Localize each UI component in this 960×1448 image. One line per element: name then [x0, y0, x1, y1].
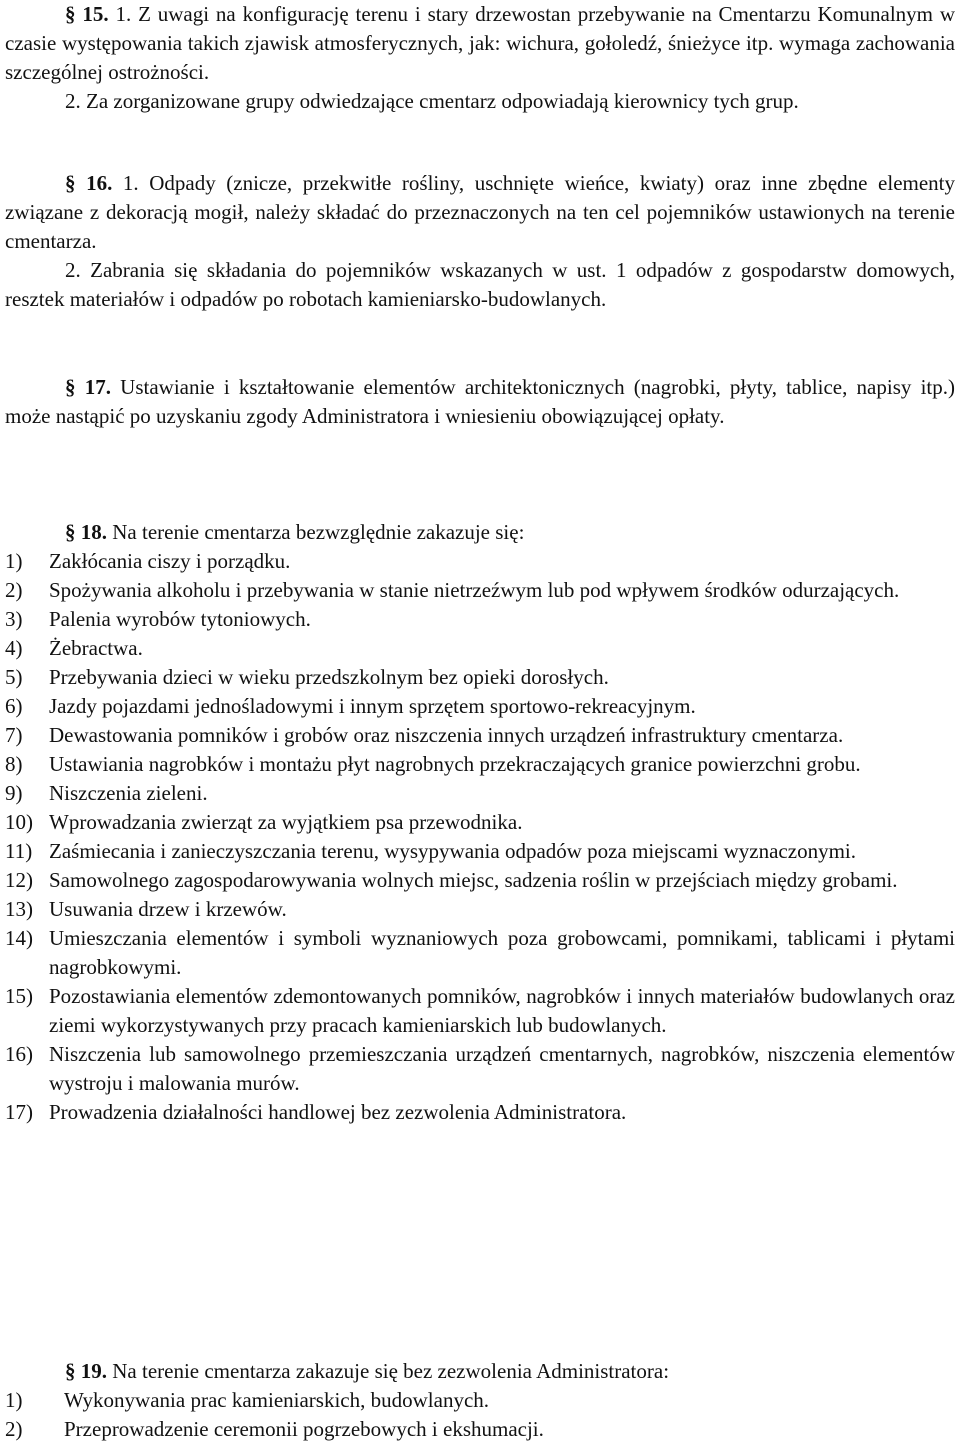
list-item [5, 1386, 955, 1415]
list-item [5, 692, 955, 721]
section-19-sign: § [65, 1359, 76, 1383]
section-15-text-1: 1. Z uwagi na konfigurację terenu i stary drzewostan przebywanie na Cmentarzu Komunalnym w czasie występowania takich zjawisk atmosferycznych, jak: wichura, gołoledź, śnieżyce itp. wymaga zachowania szczególnej ostrożności. [5, 2, 956, 84]
list-item [5, 866, 955, 895]
section-16-sign: § [65, 171, 76, 195]
list-item-text: Przebywania dzieci w wieku przedszkolnym bez opieki dorosłych. [49, 665, 609, 689]
list-item-text: Zaśmiecania i zanieczyszczania terenu, wysypywania odpadów poza miejscami wyznaczonymi. [49, 839, 856, 863]
list-item-text: Niszczenia zieleni. [49, 781, 208, 805]
list-item [5, 547, 955, 576]
list-item-number: 12) [5, 868, 33, 892]
section-18-list [5, 547, 955, 1127]
section-18-intro: Na terenie cmentarza bezwzględnie zakazuje się: [112, 520, 525, 544]
section-15-sign: § [65, 2, 76, 26]
list-item-number: 8) [5, 752, 23, 776]
list-item-text: Jazdy pojazdami jednośladowymi i innym sprzętem sportowo-rekreacyjnym. [49, 694, 696, 718]
section-17 [5, 373, 955, 431]
list-item-text: Niszczenia lub samowolnego przemieszczania urządzeń cmentarnych, nagrobków, niszczenia elementów wystroju i malowania murów. [49, 1042, 955, 1095]
list-item-text: Zakłócania ciszy i porządku. [49, 549, 291, 573]
list-item [5, 1040, 955, 1098]
list-item [5, 924, 955, 982]
list-item-number: 11) [5, 839, 33, 863]
section-19-heading [5, 1357, 955, 1386]
list-item-number: 4) [5, 636, 23, 660]
list-item-text: Pozostawiania elementów zdemontowanych pomników, nagrobków i innych materiałów budowlanych oraz ziemi wykorzystywanych przy pracach kamieniarskich lub budowlanych. [49, 984, 955, 1037]
section-19-list [5, 1386, 955, 1444]
list-item-text: Spożywania alkoholu i przebywania w stanie nietrzeźwym lub pod wpływem środków odurzających. [49, 578, 900, 602]
section-18-number: 18. [80, 520, 107, 544]
list-item-text: Ustawiania nagrobków i montażu płyt nagrobnych przekraczających granice powierzchni grobu. [49, 752, 861, 776]
list-item-number: 2) [5, 1417, 23, 1441]
list-item-text: Umieszczania elementów i symboli wyznaniowych poza grobowcami, pomnikami, tablicami i płytami nagrobkowymi. [49, 926, 955, 979]
list-item-text: Żebractwa. [49, 636, 143, 660]
list-item-number: 14) [5, 926, 33, 950]
section-19-intro: Na terenie cmentarza zakazuje się bez zezwolenia Administratora: [112, 1359, 670, 1383]
section-16-number: 16. [86, 171, 113, 195]
section-15-paragraph-1 [5, 0, 955, 87]
list-item [5, 721, 955, 750]
list-item [5, 837, 955, 866]
section-18-heading [5, 518, 955, 547]
list-item [5, 779, 955, 808]
list-item-text: Samowolnego zagospodarowywania wolnych miejsc, sadzenia roślin w przejściach między grobami. [49, 868, 898, 892]
list-item-text: Usuwania drzew i krzewów. [49, 897, 287, 921]
list-item [5, 982, 955, 1040]
list-item [5, 895, 955, 924]
section-15-number: 15. [82, 2, 109, 26]
section-16 [5, 169, 955, 314]
list-item-number: 13) [5, 897, 33, 921]
list-item-number: 1) [5, 1388, 23, 1412]
list-item-text: Wprowadzania zwierząt za wyjątkiem psa przewodnika. [49, 810, 523, 834]
section-17-number: 17. [84, 375, 111, 399]
section-16-paragraph-1 [5, 169, 955, 256]
section-16-text-1: 1. Odpady (znicze, przekwitłe rośliny, uschnięte wieńce, kwiaty) oraz inne zbędne elementy związane z dekoracją mogił, należy składać do przeznaczonych na ten cel pojemników ustawionych na terenie cmentarza. [5, 171, 956, 253]
list-item-text: Wykonywania prac kamieniarskich, budowlanych. [64, 1388, 490, 1412]
list-item-number: 9) [5, 781, 23, 805]
section-17-paragraph [5, 373, 955, 431]
list-item-number: 1) [5, 549, 23, 573]
list-item-number: 2) [5, 578, 23, 602]
list-item-text: Przeprowadzenie ceremonii pogrzebowych i ekshumacji. [64, 1417, 544, 1441]
section-16-paragraph-2: 2. Zabrania się składania do pojemników wskazanych w ust. 1 odpadów z gospodarstw domowych, resztek materiałów i odpadów po robotach kamieniarsko-budowlanych. [5, 258, 955, 311]
list-item [5, 1415, 955, 1444]
list-item-number: 7) [5, 723, 23, 747]
list-item [5, 808, 955, 837]
list-item [5, 750, 955, 779]
section-17-sign: § [65, 375, 76, 399]
list-item-number: 10) [5, 810, 33, 834]
list-item-number: 16) [5, 1042, 33, 1066]
list-item [5, 1098, 955, 1127]
list-item-text: Prowadzenia działalności handlowej bez zezwolenia Administratora. [49, 1100, 627, 1124]
list-item-number: 17) [5, 1100, 33, 1124]
list-item-text: Dewastowania pomników i grobów oraz niszczenia innych urządzeń infrastruktury cmentarza. [49, 723, 844, 747]
list-item-text: Palenia wyrobów tytoniowych. [49, 607, 311, 631]
list-item-number: 5) [5, 665, 23, 689]
list-item [5, 605, 955, 634]
list-item-number: 15) [5, 984, 33, 1008]
section-15 [5, 0, 955, 116]
list-item [5, 663, 955, 692]
section-17-text: Ustawianie i kształtowanie elementów architektonicznych (nagrobki, płyty, tablice, napisy itp.) może nastąpić po uzyskaniu zgody Administratora i wniesieniu obowiązującej opłaty. [5, 375, 955, 428]
list-item [5, 634, 955, 663]
list-item [5, 576, 955, 605]
list-item-number: 3) [5, 607, 23, 631]
section-19-number: 19. [80, 1359, 107, 1383]
section-18-sign: § [65, 520, 76, 544]
section-15-paragraph-2: 2. Za zorganizowane grupy odwiedzające cmentarz odpowiadają kierownicy tych grup. [65, 89, 799, 113]
list-item-number: 6) [5, 694, 23, 718]
